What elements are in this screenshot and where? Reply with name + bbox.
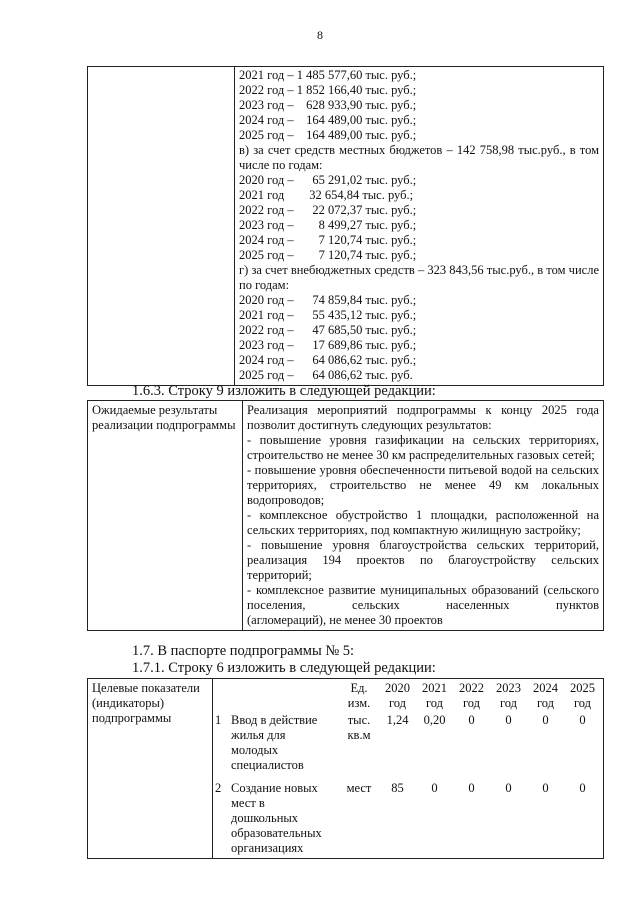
financing-table — [87, 66, 604, 386]
heading-1-7-1: 1.7.1. Строку 6 изложить в следующей редакции: — [132, 660, 436, 676]
year-header: 2024 год — [533, 681, 558, 710]
indicators-grid — [215, 681, 601, 856]
results-label-cell — [88, 401, 243, 631]
indicator-value: 0,20 — [423, 713, 446, 727]
local-budget-header: в) за счет средств местных бюджетов – 142 758,98 тыс.руб., в том числе по годам: — [239, 143, 599, 172]
results-label: Ожидаемые результаты реализации подпрограммы — [92, 403, 236, 432]
regional-row: 2022 год – 1 852 166,40 тыс. руб.; — [239, 83, 417, 97]
year-header: 2021 год — [422, 681, 447, 710]
financing-label-cell — [88, 67, 235, 386]
indicators-label-cell — [88, 679, 213, 859]
indicator-value: 0 — [505, 781, 512, 795]
extrabudget-row: 2025 год – 64 086,62 тыс. руб. — [239, 368, 413, 382]
extrabudget-row: 2021 год – 55 435,12 тыс. руб.; — [239, 308, 417, 322]
regional-row: 2025 год – 164 489,00 тыс. руб.; — [239, 128, 417, 142]
results-item: - повышение уровня газификации на сельских территориях, строительство не менее 30 км распределительных газовых сетей; — [247, 433, 599, 462]
indicator-value: 0 — [579, 713, 586, 727]
indicators-table — [87, 678, 604, 859]
local-row: 2020 год – 65 291,02 тыс. руб.; — [239, 173, 417, 187]
indicator-unit: тыс. кв.м — [347, 713, 371, 742]
heading-1-6-3: 1.6.3. Строку 9 изложить в следующей редакции: — [132, 383, 436, 399]
results-table — [87, 400, 604, 631]
indicator-unit: мест — [346, 781, 372, 795]
indicator-value: 85 — [391, 781, 404, 795]
extrabudget-header: г) за счет внебюджетных средств – 323 843,56 тыс.руб., в том числе по годам: — [239, 263, 599, 292]
local-row: 2021 год 32 654,84 тыс. руб.; — [239, 188, 414, 202]
year-header: 2025 год — [570, 681, 595, 710]
indicator-value: 0 — [579, 781, 586, 795]
financing-content-cell — [235, 67, 604, 386]
regional-row: 2021 год – 1 485 577,60 тыс. руб.; — [239, 68, 417, 82]
results-content-cell — [243, 401, 604, 631]
results-intro: Реализация мероприятий подпрограммы к концу 2025 года позволит достигнуть следующих результатов: — [247, 403, 599, 432]
extrabudget-row: 2020 год – 74 859,84 тыс. руб.; — [239, 293, 417, 307]
local-row: 2024 год – 7 120,74 тыс. руб.; — [239, 233, 417, 247]
regional-row: 2024 год – 164 489,00 тыс. руб.; — [239, 113, 417, 127]
indicator-name: Создание новых мест в дошкольных образовательных организациях — [231, 781, 322, 855]
year-header: 2023 год — [496, 681, 521, 710]
year-header: 2022 год — [459, 681, 484, 710]
indicator-value: 0 — [505, 713, 512, 727]
extrabudget-row: 2022 год – 47 685,50 тыс. руб.; — [239, 323, 417, 337]
results-item: - комплексное обустройство 1 площадки, расположенной на сельских территориях, под компактную жилищную застройку; — [247, 508, 599, 537]
indicator-value: 0 — [542, 781, 549, 795]
indicator-name: Ввод в действие жилья для молодых специалистов — [231, 713, 318, 772]
indicator-value: 0 — [431, 781, 438, 795]
extrabudget-row: 2024 год – 64 086,62 тыс. руб.; — [239, 353, 417, 367]
row-number: 2 — [215, 781, 222, 795]
indicators-label: Целевые показатели (индикаторы) подпрограммы — [92, 681, 200, 725]
local-row: 2022 год – 22 072,37 тыс. руб.; — [239, 203, 417, 217]
results-item: - повышение уровня обеспеченности питьевой водой на сельских территориях, строительство не менее 49 км локальных водопроводов; — [247, 463, 599, 507]
indicators-content-cell — [213, 679, 604, 859]
regional-row: 2023 год – 628 933,90 тыс. руб.; — [239, 98, 417, 112]
indicator-value: 1,24 — [386, 713, 409, 727]
results-item: - комплексное развитие муниципальных образований (сельского поселения, сельских населенных пунктов — [247, 583, 599, 612]
indicator-value: 0 — [542, 713, 549, 727]
local-row: 2025 год – 7 120,74 тыс. руб.; — [239, 248, 417, 262]
unit-header: Ед. изм. — [347, 681, 371, 710]
heading-1-7: 1.7. В паспорте подпрограммы № 5: — [132, 643, 355, 659]
indicator-value: 0 — [468, 713, 475, 727]
results-item-end: (агломераций), не менее 30 проектов — [247, 613, 443, 627]
page-number: 8 — [317, 28, 323, 42]
row-number: 1 — [215, 713, 222, 727]
results-item: - повышение уровня благоустройства сельских территорий, реализация 194 проектов по благоустройству сельских территорий; — [247, 538, 599, 582]
local-row: 2023 год – 8 499,27 тыс. руб.; — [239, 218, 417, 232]
indicator-value: 0 — [468, 781, 475, 795]
extrabudget-row: 2023 год – 17 689,86 тыс. руб.; — [239, 338, 417, 352]
year-header: 2020 год — [385, 681, 410, 710]
